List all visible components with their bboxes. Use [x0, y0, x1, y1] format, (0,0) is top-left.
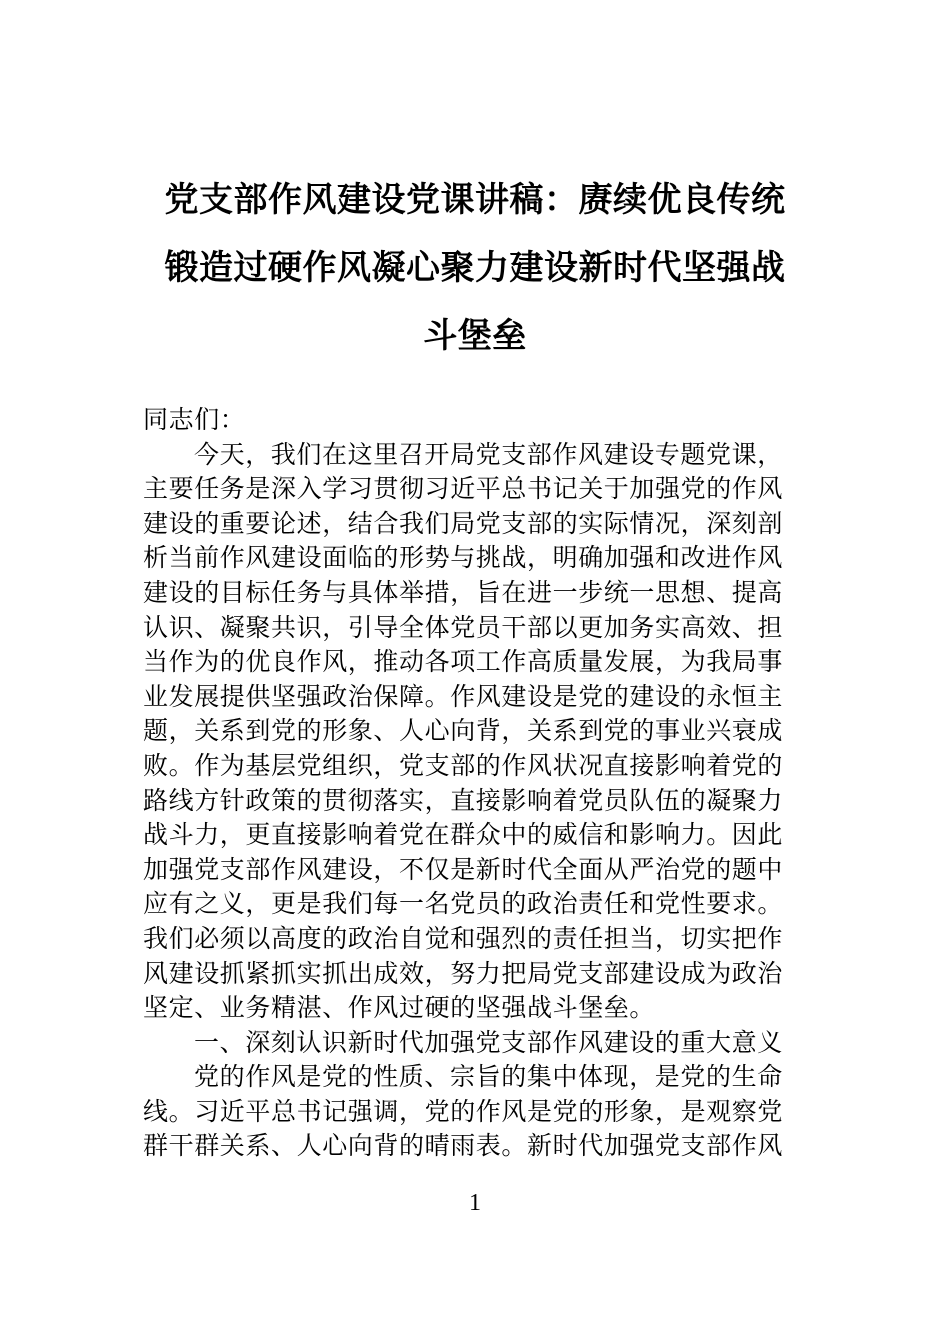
paragraph-line: 认识、凝聚共识，引导全体党员干部以更加务实高效、担 — [143, 612, 784, 642]
paragraph-line: 我们必须以高度的政治自觉和强烈的责任担当，切实把作 — [143, 923, 784, 953]
paragraph-line: 建设的目标任务与具体举措，旨在进一步统一思想、提高 — [143, 577, 784, 607]
paragraph-line: 应有之义，更是我们每一名党员的政治责任和党性要求。 — [143, 889, 784, 919]
paragraph-line: 群干群关系、人心向背的晴雨表。新时代加强党支部作风 — [143, 1131, 784, 1161]
paragraph-line: 加强党支部作风建设，不仅是新时代全面从严治党的题中 — [143, 854, 784, 884]
paragraph-line: 析当前作风建设面临的形势与挑战，明确加强和改进作风 — [143, 543, 784, 573]
document-title — [145, 166, 805, 370]
paragraph-line: 败。作为基层党组织，党支部的作风状况直接影响着党的 — [143, 750, 784, 780]
paragraph-line: 风建设抓紧抓实抓出成效，努力把局党支部建设成为政治 — [143, 958, 784, 988]
paragraph-line: 党的作风是党的性质、宗旨的集中体现，是党的生命 — [194, 1062, 783, 1092]
paragraph-line: 今天，我们在这里召开局党支部作风建设专题党课， — [194, 439, 783, 469]
paragraph-line: 坚定、业务精湛、作风过硬的坚强战斗堡垒。 — [143, 993, 656, 1023]
paragraph-line: 战斗力，更直接影响着党在群众中的威信和影响力。因此 — [143, 820, 784, 850]
paragraph-line: 线。习近平总书记强调，党的作风是党的形象，是观察党 — [143, 1096, 784, 1126]
paragraph-line: 路线方针政策的贯彻落实，直接影响着党员队伍的凝聚力 — [143, 785, 784, 815]
paragraph-line: 当作为的优良作风，推动各项工作高质量发展，为我局事 — [143, 647, 784, 677]
page-number: 1 — [469, 1190, 481, 1216]
title-line: 党支部作风建设党课讲稿：赓续优良传统 — [164, 180, 786, 220]
section-heading: 一、深刻认识新时代加强党支部作风建设的重大意义 — [194, 1027, 783, 1057]
paragraph-line: 业发展提供坚强政治保障。作风建设是党的建设的永恒主 — [143, 681, 784, 711]
paragraph-line: 建设的重要论述，结合我们局党支部的实际情况，深刻剖 — [143, 508, 784, 538]
salutation: 同志们： — [143, 405, 246, 434]
paragraph-line: 主要任务是深入学习贯彻习近平总书记关于加强党的作风 — [143, 474, 784, 504]
title-line: 锻造过硬作风凝心聚力建设新时代坚强战 — [164, 248, 786, 288]
title-line: 斗堡垒 — [423, 316, 527, 356]
document-body — [143, 403, 809, 1164]
paragraph-line: 题，关系到党的形象、人心向背，关系到党的事业兴衰成 — [143, 716, 784, 746]
